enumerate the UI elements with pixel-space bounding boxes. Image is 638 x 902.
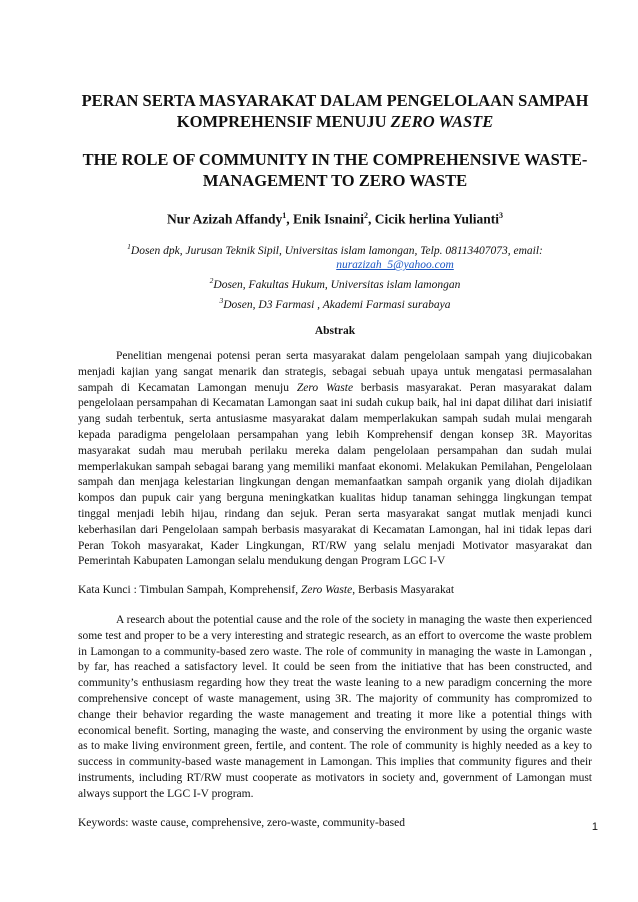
author-name: Cicik herlina Yulianti xyxy=(374,211,499,227)
title-indonesian-italic: ZERO WASTE xyxy=(390,112,494,131)
abstrak-heading: Abstrak xyxy=(314,324,356,337)
affiliation-text: Dosen, D3 Farmasi , Akademi Farmasi surabaya xyxy=(223,298,451,311)
affiliation-text: Dosen, Fakultas Hukum, Universitas islam lamongan xyxy=(213,279,461,292)
kata-kunci-part2: , Berbasis Masyarakat xyxy=(352,584,455,597)
affiliation-email-row xyxy=(78,258,592,273)
author-separator: , xyxy=(286,211,294,227)
kata-kunci-italic: Zero Waste xyxy=(300,584,353,597)
author-name: Nur Azizah Affandy xyxy=(167,211,283,227)
page-number: 1 xyxy=(591,821,598,833)
email-link[interactable]: nurazizah_5@yahoo.com xyxy=(336,259,454,272)
affiliation-sup: 2 xyxy=(209,276,214,286)
abstrak-paragraph xyxy=(78,349,592,570)
affiliations xyxy=(78,239,592,313)
title-indonesian xyxy=(78,90,592,132)
author-sup: 3 xyxy=(498,211,503,220)
affiliation-2 xyxy=(78,273,592,293)
author-sup: 2 xyxy=(363,211,368,220)
author-name: Enik Isnaini xyxy=(293,211,364,227)
affiliation-text: Dosen dpk, Jurusan Teknik Sipil, Universitas islam lamongan, Telp. 08113407073, email: xyxy=(130,244,543,257)
abstrak-text-italic: Zero Waste xyxy=(296,381,354,394)
title-indonesian-main: PERAN SERTA MASYARAKAT DALAM PENGELOLAAN SAMPAH KOMPREHENSIF MENUJU xyxy=(81,91,589,131)
affiliation-sup: 3 xyxy=(219,296,224,306)
kata-kunci xyxy=(78,583,592,599)
affiliation-sup: 1 xyxy=(127,241,131,251)
abstract-english-paragraph: A research about the potential cause and the role of the society in managing the waste then experienced some test and proper to be a very interesting and strategic research, as an effort to overcome the waste problem in Lamongan to a community-based zero waste. The role of community in managing the waste in Lamongan , by far, has reached a satisfactory level. It could be seen from the initiative that has been constructed, and community’s enthusiasm regarding how they treat the waste leaning to a new paradigm concerning the more comprehensive concept of waste management, using 3R. The majority of community has compromized to change their behavior regarding the waste management and treating it more like a potential things with economical benefit. Sorting, managing the waste, and conserving the environment by using the organic waste as to make living environment green, fertile, and content. The role of community is highly needed as a key to success in community-based waste management in Lamongan. This implies that community figures and their instruments, including RT/RW must cooperate as motivators in society and, government of Lamongan must always support the LGC I-V program. xyxy=(78,613,592,800)
affiliation-3 xyxy=(78,293,592,313)
keywords-english: Keywords: waste cause, comprehensive, zero-waste, community-based xyxy=(78,816,405,829)
abstrak-text-part1: Penelitian mengenai potensi peran serta masyarakat dalam pengelolaan sampah yang diujicobakan menjadi kajian yang sangat menarik dan strategis, sebagai sebuah upaya untuk mengatasi permasalahan sampah di Kecamatan Lamongan menuju xyxy=(78,349,592,394)
author-sup: 1 xyxy=(282,211,287,220)
title-english: THE ROLE OF COMMUNITY IN THE COMPREHENSIVE WASTE-MANAGEMENT TO ZERO WASTE xyxy=(82,150,588,190)
author-separator: , xyxy=(367,211,375,227)
abstrak-text-part2: berbasis masyarakat. Peran masyarakat dalam pengelolaan persampahan di Kecamatan Lamongan saat ini sudah cukup baik, hal ini dapat dilihat dari inisiatif yang sudah terbentuk, serta antusiasme masyarakat dalam memperlakukan sampah sudah mulai mengarah kepada paradigma pengelolaan persampahan yang lebih Komprehensif dengan konsep 3R. Mayoritas masyarakat sudah mau merubah perilaku mereka dalam pengelolaan persampahan dan sudah mulai memperlakukan sampah sebagai barang yang memiliki manfaat ekonomi. Melakukan Pemilahan, Pengelolaan sampah dan menjaga kelestarian lingkungan dengan memanfaatkan sampah organik yang diolah dijadikan kompos dan pupuk cair yang berguna meningkatkan kualitas hidup tanaman sehingga lingkungan tempat tinggal menjadi lebih hijau, rindang dan sejuk. Peran serta masyarakat sangat mutlak menjadi kunci keberhasilan dari Pengelolaan sampah berbasis masyarakat di Kecamatan Lamongan, hal ini tidak lepas dari Peran Tokoh masyarakat, Kader Lingkungan, RT/RW yang selalu menjadi Motivator masyarakat dan Pemerintah Kabupaten Lamongan selalu mendukung dengan Program LGC I-V xyxy=(78,381,592,568)
kata-kunci-part1: Kata Kunci : Timbulan Sampah, Komprehensif, xyxy=(78,584,301,597)
author-list xyxy=(78,207,592,229)
affiliation-1 xyxy=(78,239,592,259)
paper-page xyxy=(78,90,592,843)
